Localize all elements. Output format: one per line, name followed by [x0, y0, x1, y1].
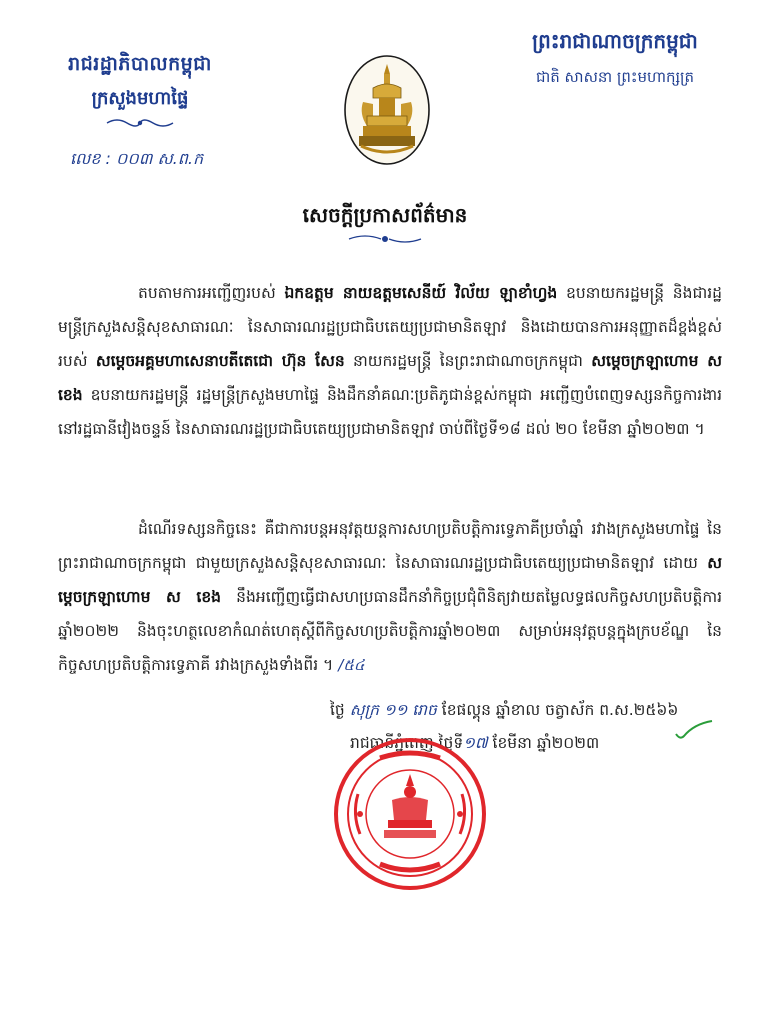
national-motto: ជាតិ សាសនា ព្រះមហាក្សត្រ	[535, 68, 695, 86]
ministry-header	[40, 52, 240, 168]
p1-text-4: ឧបនាយករដ្ឋមន្ត្រី រដ្ឋមន្ត្រីក្រសួងមហាផ្ទៃ និងដឹកនាំគណៈប្រតិភូជាន់ខ្ពស់កម្ពុជា អញ្ជើញបំពេញទស្សនកិច្ចការងារ នៅរដ្ឋធានីវៀងចន្ទន៍ នៃសាធារណរដ្ឋប្រជាធិបតេយ្យប្រជាមានិតឡាវ ចាប់ពីថ្ងៃទី១៨ ដល់ ២០ ខែមីនា ឆ្នាំ២០២៣ ។	[58, 386, 722, 438]
kingdom-name: ព្រះរាជាណាចក្រកម្ពុជា	[532, 29, 698, 53]
initial-mark: /៥៤	[338, 656, 365, 674]
solar-date-prefix: រាជធានីភ្នំពេញ ថ្ងៃទី	[350, 734, 464, 752]
solar-date-suffix: ខែមីនា ឆ្នាំ២០២៣	[487, 734, 600, 752]
paragraph-1	[58, 276, 722, 446]
lunar-date-suffix: ខែផល្គុន ឆ្នាំខាល ចត្វាស័ក ព.ស.២៥៦៦	[436, 701, 679, 719]
royal-emblem-icon	[343, 54, 431, 166]
p1-text-1: តបតាមការអញ្ជើញរបស់	[138, 284, 285, 302]
kingdom-header	[490, 28, 740, 90]
reference-number: លេខ : ០០៣ ស.ព.ក	[70, 149, 204, 168]
official-seal-icon	[330, 734, 490, 892]
p1-bold-laos-minister: ឯកឧត្តម នាយឧត្តមសេនីយ៍ វិល័យ ឡាខាំហ្វង	[284, 284, 558, 302]
p2-text-1: ដំណើរទស្សនកិច្ចនេះ គឺជាការបន្តអនុវត្តយន្តការសហប្រតិបត្តិការទ្វេភាគីប្រចាំឆ្នាំ រវាងក្រសួងមហាផ្ទៃ នៃព្រះរាជាណាចក្រកម្ពុជា ជាមួយក្រសួងសន្តិសុខសាធារណៈ នៃសាធារណរដ្ឋប្រជាធិបតេយ្យប្រជាមានិតឡាវ ដោយ	[58, 520, 722, 572]
lunar-date-handwritten: សុក្រ ១១ រោច	[349, 701, 437, 719]
p1-text-3: នាយករដ្ឋមន្ត្រី នៃព្រះរាជាណាចក្រកម្ពុជា	[344, 352, 592, 370]
title-ornament-icon	[345, 232, 425, 246]
p1-text-2: ឧបនាយករដ្ឋមន្ត្រី និងជារដ្ឋមន្ត្រីក្រសួងសន្តិសុខសាធារណៈ នៃសាធារណរដ្ឋប្រជាធិបតេយ្យប្រជាមានិតឡាវ និងដោយបានការអនុញ្ញាតដ៏ខ្ពង់ខ្ពស់របស់	[58, 284, 722, 370]
header-ornament-icon	[105, 117, 175, 129]
paragraph-2	[58, 512, 722, 682]
lunar-date	[330, 700, 678, 723]
p2-text-2: នឹងអញ្ជើញធ្វើជាសហប្រធានដឹកនាំកិច្ចប្រជុំពិនិត្យវាយតម្លៃលទ្ធផលកិច្ចសហប្រតិបត្តិការឆ្នាំ២០២២ និងចុះហត្ថលេខាកំណត់ហេតុស្តីពីកិច្ចសហប្រតិបត្តិការឆ្នាំ២០២៣ សម្រាប់អនុវត្តបន្តក្នុងក្របខ័ណ្ឌ នៃកិច្ចសហប្រតិបត្តិការទ្វេភាគី រវាងក្រសួងទាំងពីរ ។	[58, 588, 723, 674]
p1-bold-deputy-pm: សម្តេចក្រឡាហោម ស ខេង	[58, 352, 722, 404]
p2-bold-deputy-pm: សម្តេចក្រឡាហោម ស ខេង	[58, 554, 722, 606]
lunar-date-prefix: ថ្ងៃ	[330, 701, 345, 719]
government-name: រាជរដ្ឋាភិបាលកម្ពុជា	[68, 53, 212, 75]
p1-bold-prime-minister: សម្តេចអគ្គមហាសេនាបតីតេជោ ហ៊ុន សែន	[95, 352, 345, 370]
check-mark-icon	[672, 718, 716, 744]
ministry-name: ក្រសួងមហាផ្ទៃ	[91, 88, 189, 109]
solar-date-handwritten: ១៧	[463, 734, 488, 752]
document-title: សេចក្តីប្រកាសព័ត៌មាន	[302, 203, 468, 227]
